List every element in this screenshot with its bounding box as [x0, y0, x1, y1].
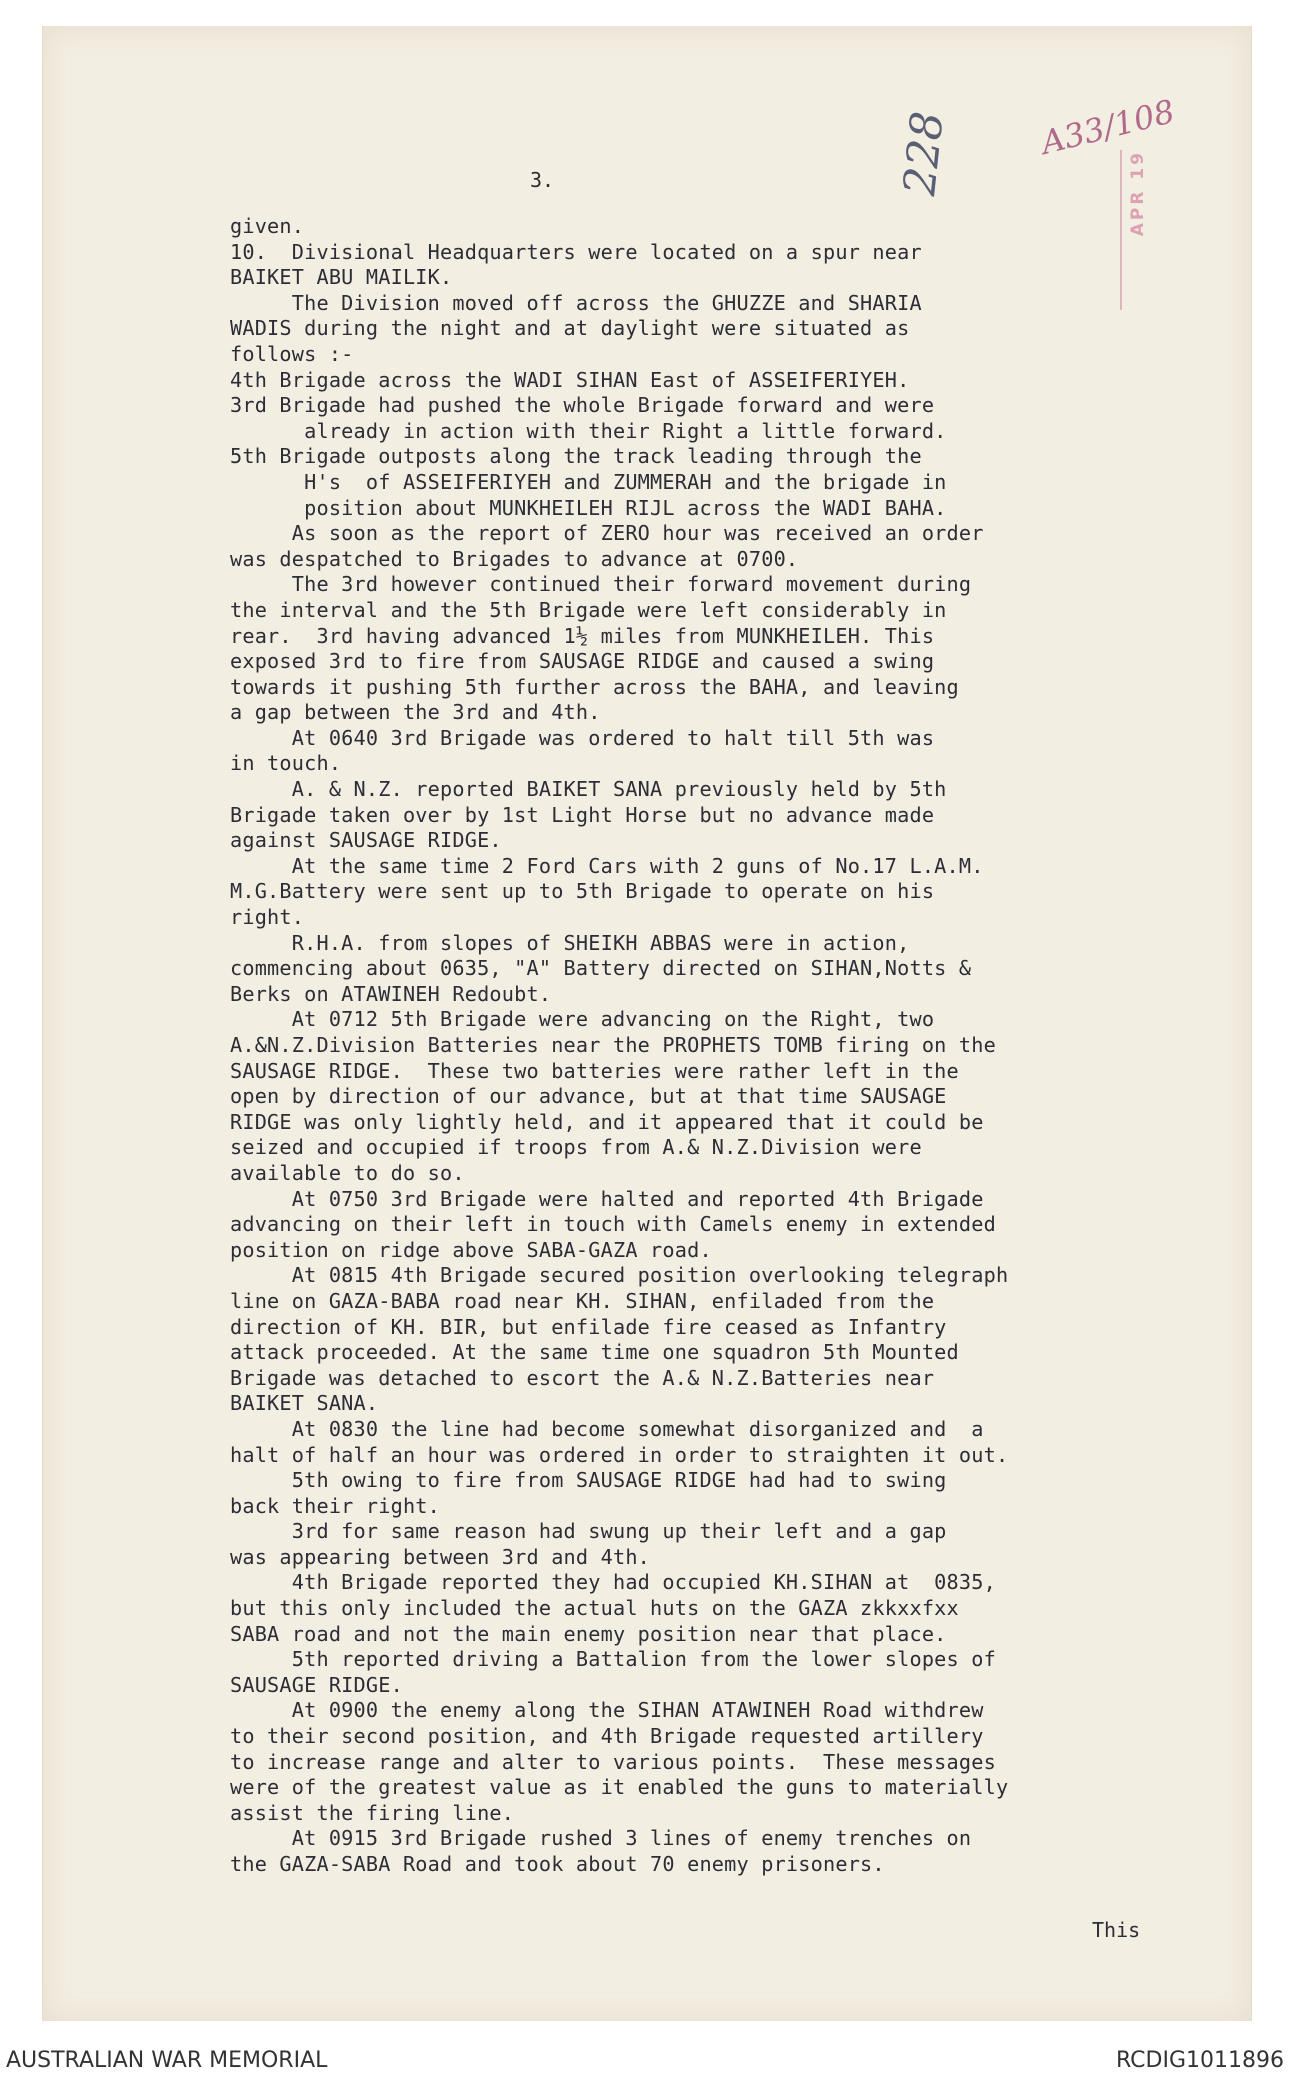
document-line: At 0750 3rd Brigade were halted and reported 4th Brigade	[230, 1186, 984, 1211]
document-line: At 0640 3rd Brigade was ordered to halt till 5th was	[230, 725, 935, 750]
document-line: Brigade was detached to escort the A.& N.Z.Batteries near	[230, 1365, 935, 1390]
document-line: M.G.Battery were sent up to 5th Brigade to operate on his	[230, 879, 935, 904]
footer-institution: AUSTRALIAN WAR MEMORIAL	[6, 2048, 328, 2073]
archive-footer	[0, 2046, 1290, 2082]
document-line: BAIKET ABU MAILIK.	[230, 265, 453, 290]
document-line: WADIS during the night and at daylight were situated as	[230, 316, 910, 341]
document-line: seized and occupied if troops from A.& N.Z.Division were	[230, 1135, 922, 1160]
document-line: but this only included the actual huts on the GAZA zkkxxfxx	[230, 1596, 959, 1621]
document-line: given.	[230, 214, 305, 238]
document-line: was appearing between 3rd and 4th.	[230, 1544, 651, 1569]
document-line: was despatched to Brigades to advance at 0700.	[230, 546, 799, 571]
document-line: open by direction of our advance, but at that time SAUSAGE	[230, 1084, 947, 1109]
handwritten-reference: A33/108	[1037, 92, 1179, 162]
document-line: rear. 3rd having advanced 1½ miles from MUNKHEILEH. This	[230, 623, 935, 648]
document-line: to increase range and alter to various points. These messages	[230, 1749, 996, 1774]
document-line: 3rd Brigade had pushed the whole Brigade forward and were	[230, 393, 935, 418]
document-line: H's of ASSEIFERIYEH and ZUMMERAH and the brigade in	[230, 469, 947, 494]
document-line: 3rd for same reason had swung up their left and a gap	[230, 1519, 947, 1544]
document-line: BAIKET SANA.	[230, 1391, 379, 1416]
document-line: position about MUNKHEILEH RIJL across the WADI BAHA.	[230, 495, 947, 520]
document-line: 10. Divisional Headquarters were located on a spur near	[230, 239, 922, 264]
document-line: commencing about 0635, "A" Battery directed on SIHAN,Notts &	[230, 956, 972, 981]
document-line: advancing on their left in touch with Camels enemy in extended	[230, 1212, 996, 1237]
document-line: 5th Brigade outposts along the track leading through the	[230, 444, 922, 469]
document-line: halt of half an hour was ordered in order to straighten it out.	[230, 1442, 1009, 1467]
document-line: At 0830 the line had become somewhat disorganized and a	[230, 1416, 984, 1441]
document-line: direction of KH. BIR, but enfilade fire ceased as Infantry	[230, 1314, 947, 1339]
date-stamp-text: APR 19	[1128, 150, 1148, 237]
document-line: At the same time 2 Ford Cars with 2 guns of No.17 L.A.M.	[230, 853, 984, 878]
document-line: already in action with their Right a little forward.	[230, 418, 947, 443]
document-line: The 3rd however continued their forward movement during	[230, 572, 972, 597]
document-line: against SAUSAGE RIDGE.	[230, 828, 502, 853]
document-line: the GAZA-SABA Road and took about 70 enemy prisoners.	[230, 1852, 885, 1876]
document-line: At 0815 4th Brigade secured position overlooking telegraph	[230, 1263, 1009, 1288]
document-line: right.	[230, 905, 305, 930]
document-line: 5th owing to fire from SAUSAGE RIDGE had had to swing	[230, 1468, 947, 1493]
document-line: As soon as the report of ZERO hour was received an order	[230, 521, 984, 546]
document-line: At 0712 5th Brigade were advancing on the Right, two	[230, 1007, 935, 1032]
document-line: SABA road and not the main enemy position near that place.	[230, 1621, 947, 1646]
catchword: This	[1092, 1918, 1141, 1942]
document-line: a gap between the 3rd and 4th.	[230, 700, 601, 725]
document-line: SAUSAGE RIDGE. These two batteries were rather left in the	[230, 1058, 959, 1083]
document-line: available to do so.	[230, 1160, 465, 1185]
document-line: back their right.	[230, 1493, 441, 1518]
document-line: exposed 3rd to fire from SAUSAGE RIDGE and caused a swing	[230, 649, 935, 674]
document-line: assist the firing line.	[230, 1800, 515, 1825]
document-line: Brigade taken over by 1st Light Horse but no advance made	[230, 802, 935, 827]
document-line: in touch.	[230, 751, 342, 776]
document-line: At 0900 the enemy along the SIHAN ATAWINEH Road withdrew	[230, 1698, 984, 1723]
document-line: towards it pushing 5th further across the BAHA, and leaving	[230, 674, 959, 699]
document-line: 5th reported driving a Battalion from the lower slopes of	[230, 1647, 996, 1672]
document-line: A. & N.Z. reported BAIKET SANA previously held by 5th	[230, 777, 947, 802]
document-line: 4th Brigade across the WADI SIHAN East of ASSEIFERIYEH.	[230, 367, 910, 392]
document-line: Berks on ATAWINEH Redoubt.	[230, 981, 552, 1006]
document-line: 4th Brigade reported they had occupied KH.SIHAN at 0835,	[230, 1570, 996, 1595]
document-line: were of the greatest value as it enabled the guns to materially	[230, 1775, 1009, 1800]
document-line: R.H.A. from slopes of SHEIKH ABBAS were in action,	[230, 930, 910, 955]
document-line: At 0915 3rd Brigade rushed 3 lines of enemy trenches on	[230, 1826, 972, 1851]
document-line: the interval and the 5th Brigade were left considerably in	[230, 597, 947, 622]
document-line: A.&N.Z.Division Batteries near the PROPHETS TOMB firing on the	[230, 1033, 996, 1057]
document-body	[230, 214, 1240, 1878]
document-line: SAUSAGE RIDGE.	[230, 1672, 403, 1697]
document-line: position on ridge above SABA-GAZA road.	[230, 1237, 712, 1262]
document-line: line on GAZA-BABA road near KH. SIHAN, enfiladed from the	[230, 1288, 935, 1313]
document-line: to their second position, and 4th Brigade requested artillery	[230, 1724, 984, 1749]
document-line: The Division moved off across the GHUZZE and SHARIA	[230, 290, 922, 315]
document-line: RIDGE was only lightly held, and it appeared that it could be	[230, 1109, 984, 1134]
page-number: 3.	[530, 168, 555, 192]
footer-record-id: RCDIG1011896	[1115, 2048, 1284, 2073]
document-line: attack proceeded. At the same time one squadron 5th Mounted	[230, 1340, 959, 1365]
document-line: follows :-	[230, 341, 354, 366]
handwritten-folio-number: 228	[894, 109, 954, 198]
